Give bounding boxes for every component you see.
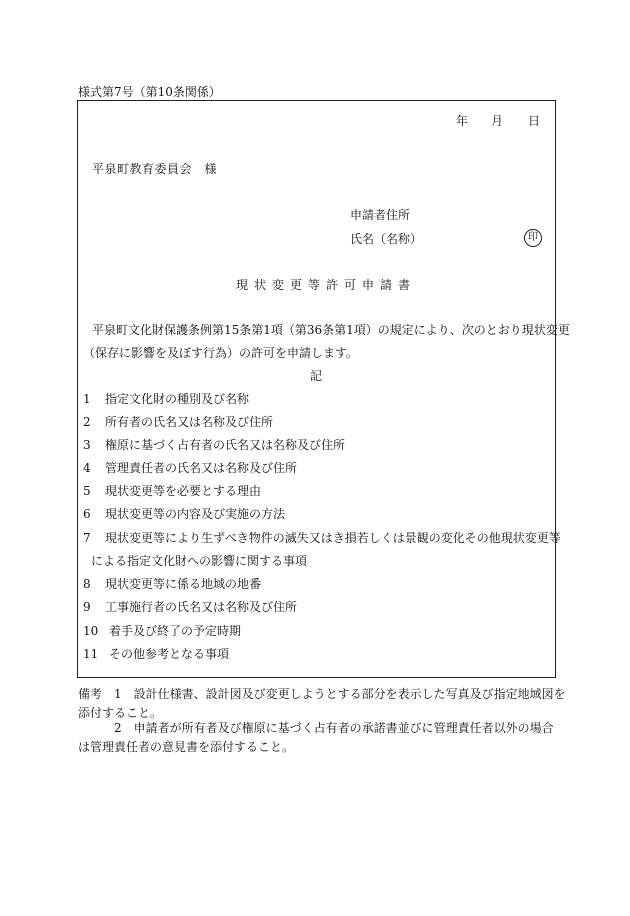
list-item: [83, 645, 229, 662]
applicant-name-label: 氏名（名称）: [350, 232, 423, 246]
item-text: その他参考となる事項: [109, 647, 230, 661]
body-text-line-2: （保存に影響を及ぼす行為）の許可を申請します。: [83, 346, 359, 360]
list-item: [83, 598, 297, 615]
date-month-label: 月: [491, 114, 504, 128]
item-number: 10: [83, 624, 99, 638]
list-item: [83, 575, 261, 592]
list-item: [83, 413, 273, 430]
list-item: [83, 482, 261, 499]
seal-icon: 印: [524, 229, 542, 247]
list-item: [83, 436, 345, 453]
item-number: 7: [83, 531, 91, 545]
item-text: 着手及び終了の予定時期: [109, 624, 242, 638]
item-text: 工事施行者の氏名又は名称及び住所: [105, 600, 298, 614]
item-text: 管理責任者の氏名又は名称及び住所: [105, 461, 298, 475]
item-number: 1: [83, 392, 91, 406]
item-7-continuation: による指定文化財への影響に関する事項: [91, 554, 308, 568]
item-number: 3: [83, 438, 91, 452]
item-number: 2: [83, 415, 91, 429]
document-title: 現状変更等許可申請書: [236, 278, 417, 292]
list-item: [83, 529, 561, 546]
remarks-line-1-continued: 添付すること。: [78, 706, 163, 720]
list-item: [83, 390, 249, 407]
date-day-label: 日: [528, 114, 541, 128]
item-number: 4: [83, 461, 91, 475]
list-item: [83, 505, 285, 522]
item-text: 所有者の氏名又は名称及び住所: [105, 415, 274, 429]
remarks-line-2: 2 申請者が所有者及び権原に基づく占有者の承諾書並びに管理責任者以外の場合: [114, 721, 554, 735]
item-text: 現状変更等に係る地域の地番: [105, 577, 262, 591]
item-number: 9: [83, 600, 91, 614]
remarks-line-1: 備考 1 設計仕様書、設計図及び変更しようとする部分を表示した写真及び指定地域図を: [78, 687, 566, 701]
item-number: 6: [83, 507, 91, 521]
list-item: [83, 459, 297, 476]
item-number: 11: [83, 647, 99, 661]
ki-heading: 記: [310, 369, 323, 383]
item-text: 権原に基づく占有者の氏名又は名称及び住所: [105, 438, 346, 452]
list-item: [83, 622, 241, 639]
addressee: 平泉町教育委員会 様: [92, 162, 218, 176]
item-text: 指定文化財の種別及び名称: [105, 392, 250, 406]
item-number: 5: [83, 484, 91, 498]
remarks-line-2-continued: は管理責任者の意見書を添付すること。: [78, 740, 295, 754]
item-text: 現状変更等を必要とする理由: [105, 484, 262, 498]
applicant-address-label: 申請者住所: [350, 208, 411, 222]
item-number: 8: [83, 577, 91, 591]
item-text: 現状変更等の内容及び実施の方法: [105, 507, 286, 521]
body-text-line-1: 平泉町文化財保護条例第15条第1項（第36条第1項）の規定により、次のとおり現状変更: [92, 323, 570, 337]
item-text: 現状変更等により生ずべき物件の滅失又はき損若しくは景観の変化その他現状変更等: [105, 531, 561, 545]
date-year-label: 年: [456, 114, 469, 128]
form-number-label: 様式第7号（第10条関係）: [78, 85, 221, 99]
